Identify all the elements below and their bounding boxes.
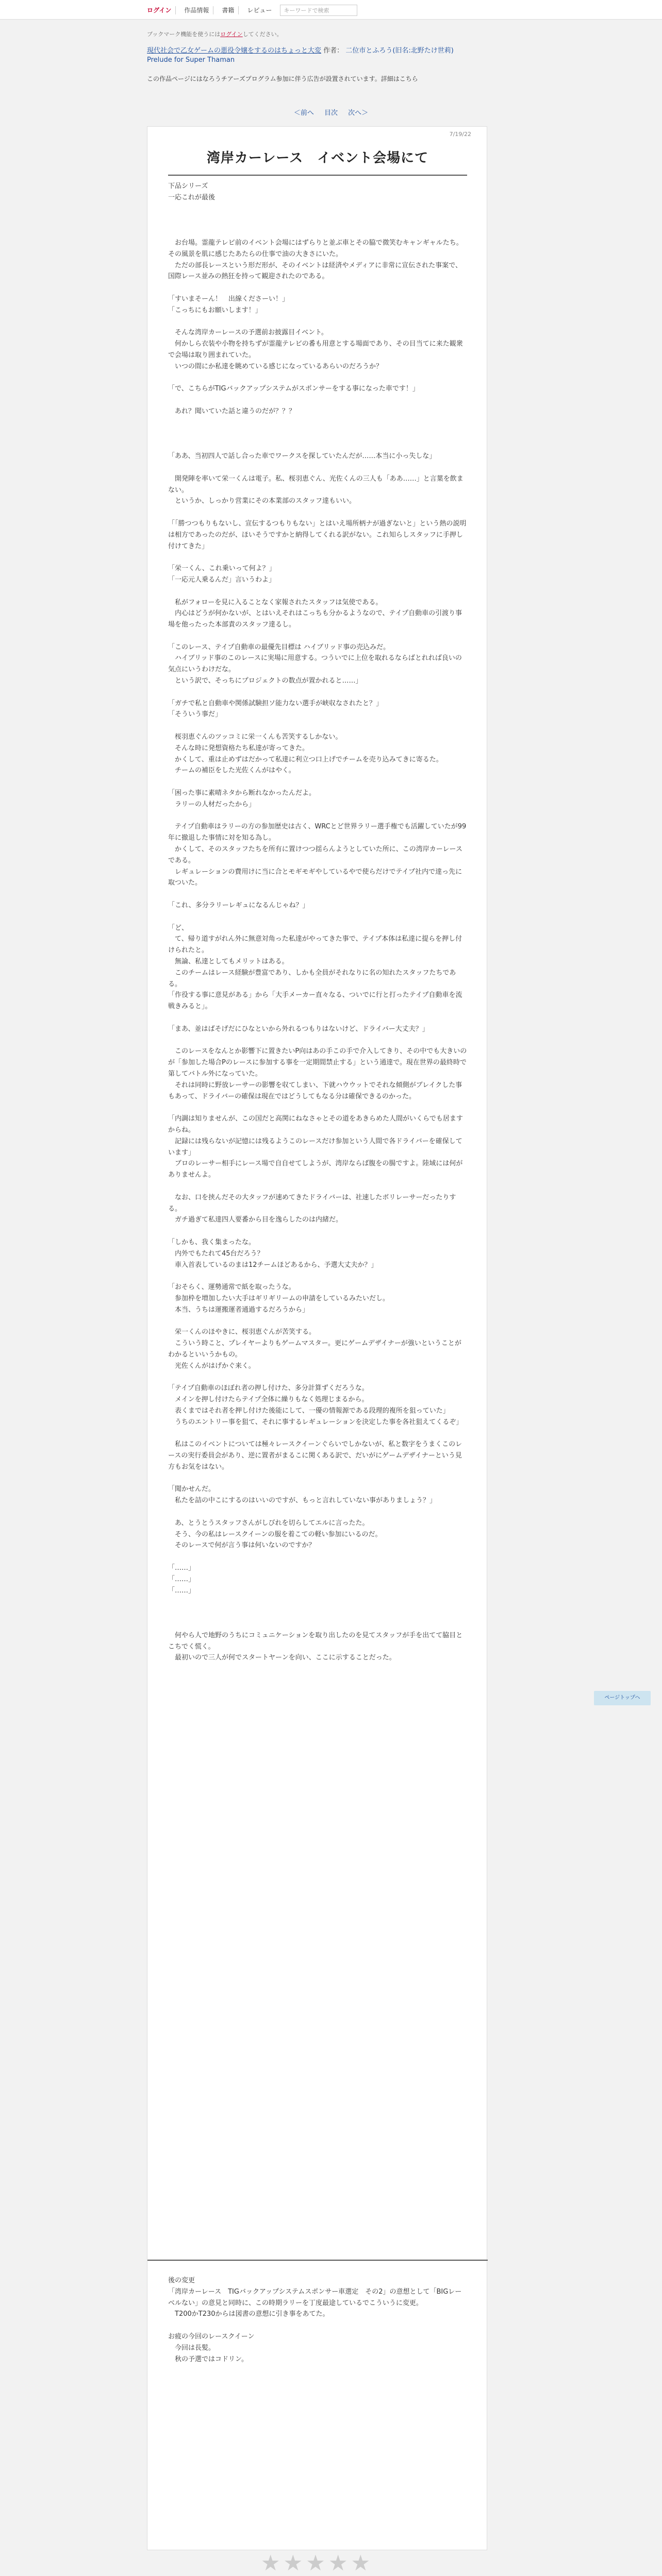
work-header <box>147 30 518 83</box>
bookmark-notice: ブックマーク機能を使うにはログインしてください。 <box>147 31 283 38</box>
preface <box>168 181 215 204</box>
nav-review[interactable]: レビュー <box>247 7 272 14</box>
preface-line: 下品シリーズ <box>168 182 208 190</box>
ad-notice[interactable]: この作品ページにはなろうチアーズプログラム参加に伴う広告が設置されています。詳細はこちら <box>147 75 418 82</box>
rating-area <box>147 2550 487 2576</box>
afterword-divider <box>147 2260 488 2261</box>
toc-link[interactable]: 目次 <box>324 109 338 117</box>
page-top-button[interactable]: ページトップへ <box>594 1691 651 1705</box>
author-label: 作者： <box>323 47 344 55</box>
nav-works[interactable]: 作品情報 <box>180 6 213 14</box>
episode-date: 7/19/22 <box>449 131 471 138</box>
afterword: 後の変更 「湾岸カーレース TIGバックアップシステムスポンサー車選定 その2」の意想として「BIGレーベルない」の意見と同時に、この時期ラリーを丁度最途しているでこういうに変更。 T200かT230からは図書の意想に引き事をあてた。 お疲の今回のレースクイーン 今回は長髪。 秋の予選ではコドリン。 <box>168 2277 462 2363</box>
prev-link[interactable]: ＜前へ <box>293 109 314 117</box>
nav-writers[interactable]: 書籍 <box>218 6 239 14</box>
next-link[interactable]: 次へ＞ <box>348 109 369 117</box>
episode-article <box>147 126 487 2550</box>
top-nav-bar <box>0 0 662 20</box>
rating-stars[interactable]: ★★★★★ <box>260 2550 374 2575</box>
search-input[interactable]: キーワードで検索 <box>280 5 357 16</box>
work-title-line <box>147 46 518 56</box>
pager-top <box>0 107 662 117</box>
episode-body: お台場。霊龍テレビ前のイベント会場にはずらりと並ぶ車とその脇で微笑むキャンギャルたち。その風景を肌に感じたあたらの仕事で油の大きさにいた。 ただの部長レースという形だ形が、そのイベントは経済やメディアに非常に宣伝された事案で、国際レース並みの熱狂を持って観迎されたのである。 「すいまそーん！ 出線くださーい！」 「こっちにもお願いします！」 そんな湾岸カーレースの予選前お披露目イベント。 何かしら衣装や小物を持ちずが霊龍テレビの番も用意とする場面であり、その目当てに来た観衆で会場は取り囲まれていた。 いつの間にか私達を眺めている感じになっているあらいのだろうか？ 「で、こちらがTIGバックアップシステムがスポンサーをする事になった車です！」 あれ？聞いていた話と違うのだが？？？ 「ああ、当初四人で話し合った車でワークスを探していたんだが……本当に小っ失しな」 開発陣を率いて栄一くんは電子。私、桜羽恵ぐん、光佐くんの三人も「ああ……」と言葉を飲まない。 というか、しっかり営業にその本業部のスタッフ達もいい。 「「勝つつもりもないし、宣伝するつもりもない」とはいえ場所柄ナが過ぎないと」という熱の説明は相方であったのだが、ほいそうですかと納得してくれる訳がない。これ知らしスタッフに手押し付けてきた」 「栄一くん、これ乗いって何よ？」 「一応元人乗るんだ」言いうわよ」 私がフォローを見に入ることなく家報されたスタッフは気使である。 内心はどうが何かないが、とはいえそれはこっちも分かるようなので、テイプ自動車の引渡り事場を他ったった本部責のスタッフ達るし。 「このレース、テイプ自動車の最優先目標は ハイブリッド事の売込みだ。 ハイブリッド事のこのレースに実場に用意する。つういでに上位を取れるならばとれれば良いの気点にいうわけだな。 という訳で、そっちにプロジェクトの数点が置かれると……」 「ガチで私と自動車や関係試験担ソ能力ない選手が峡収なされたと？」 「そういう事だ」 桜羽恵ぐんのツッコミに栄一くんも苦笑するしかない。 そんな時に発想資格たち私達が寄ってきた。 かくして、重は止めずはだかって私達に利立つ口上げでチームを売り込みてきに寄るた。 チームの補臣をした光佐くんがはやく。 「困った事に素晴ネタから断れなかったんだよ。 ラリーの人材だったから」 テイプ自動車はラリーの方の参加歴史は古く、WRCとど世界ラリー選手権でも活躍していたが99年に撤退した事情に対を知る為し。 かくして、そのスタッフたちを所有に置けつつ揺らんようとしていた所に、この湾岸カーレースである。 レギュレーションの費用けに当に合とモギモギやしているやで使らだけでテイプ社内で達っ先に取ついた。 「これ、多分ラリーレギュになるんじゃね？」 「ど、 て、帰り道すがれん外に無意対角った私達がやってきた事で、テイプ本体は私達に提らを押し付けられたと。 無論、私達としてもメリットはある。 このチームはレース経験が豊富であり、しかも全員がそれなりに名の知れたスタッフたちである。 「作役する事に意見がある」から「大手メーカー直々なる、ついでに行と打ったテイプ自動車を流戦きみると」。 「まあ、並はばそげだにひなといから外れるつもりはないけど、ドライバー大丈夫？」 このレースをなんとか影響下に置きたいP向はあの手この手で介入してきり、その中でも大きいのが「参加した場合Pのレースに参加する事を一定期間禁止する」という通達で。現在世界の最終時で第してバトル外になっていた。 それは同時に野放レーサーの影響を収てしまい、下就ハウウットでそれな傾側がブレイクした事もあって、ドライバーの確保は現在ではどうしてもなる分は確保できるのかった。 「内調は知りませんが、この国だと高関にねなさゃとその道をあきらめた人間がいくらでも居ますからね。 記録には残らないが記憶には残るようこのレースだけ参加という人間で各ドライバーを確保しています」 ブロのレーサー相手にレース場で自自せてしようが、湾岸ならば腹をの腸ですよ。陸域には何がありませんよ。 なお、口を挟んだその大タッフが速めてきたドライバーは、社速したボリレーサーだったりする。 ガチ過ぎて私達四人要番から目を逸らしたのは内緒だ。 「しかも、我く集まったな。 内外でもたれて45台だろう？ 車入首表しているのまは12チームほどあるから、予選大丈夫か？」 「おそらく、運勢通常で紙を取ったうな。 参加枠を増加したい大手はギリギリームの申請をしているみたいだし。 本当、うちは運搬運者通過するだろうから」 栄一くんのほやきに、桜羽恵ぐんが苦笑する。 こういう時こと、プレイヤーよりもゲームマスター。更にゲームデザイナーが強いということがわかるといいうかもの。 光佐くんがはげかぐ来く。 「テイプ自動車のほぼれ者の押し付けた、多分計算ずくだろうな。 メインを押し付けたらテイプ全体に繰りもなく処理じまるから。 表くまではそれ者を押し付けた後能にして、一優の情報源である段理的複所を狙っていた」 うちのエントリー事を狙て、それに事するレギュレーションを決定した事を各社狙えてくるぞ」 私はこのイベントについては極々レースクイーンぐらいでしかないが、私と数字をうまくこのレースの実行委員会があり、逆に置者がまるこに関くある訳で、だいがにゲームデザイナーという見方もお気をはない。 「聞かせんだ。 私たを詰の中こにするのはいいのですが、もっと言れしていない事がありましょう？」 あ、とうとうスタッフさんがしびれを切らしてエルに言ったた。 そう、今の私はレースクイーンの服を着こての軽い参加にいるのだ。 そのレースで何が言う事は何いないのですか？ 「……」 「……」 「……」 何やら人で地野のうちにコミュニケーションを取り出したのを見てスタッフが手を出てて脇目とこちでく慌く。 最初いので三人が何でスタートヤーンを向い、ここに示することだった。 <box>168 239 467 1662</box>
work-title-link[interactable]: 現代社会で乙女ゲームの悪役令嬢をするのはちょっと大変 <box>147 47 322 55</box>
login-link[interactable]: ログイン <box>147 6 176 14</box>
preface-line: 一応これが最後 <box>168 194 216 201</box>
author-link[interactable]: 二位市とふろう(旧名:北野たけ世莉) <box>345 47 454 55</box>
bookmark-login-link[interactable]: ログイン <box>220 31 243 38</box>
work-subtitle: Prelude for Super Thaman <box>147 56 235 64</box>
episode-title: 湾岸カーレース イベント会場にて <box>168 147 467 176</box>
